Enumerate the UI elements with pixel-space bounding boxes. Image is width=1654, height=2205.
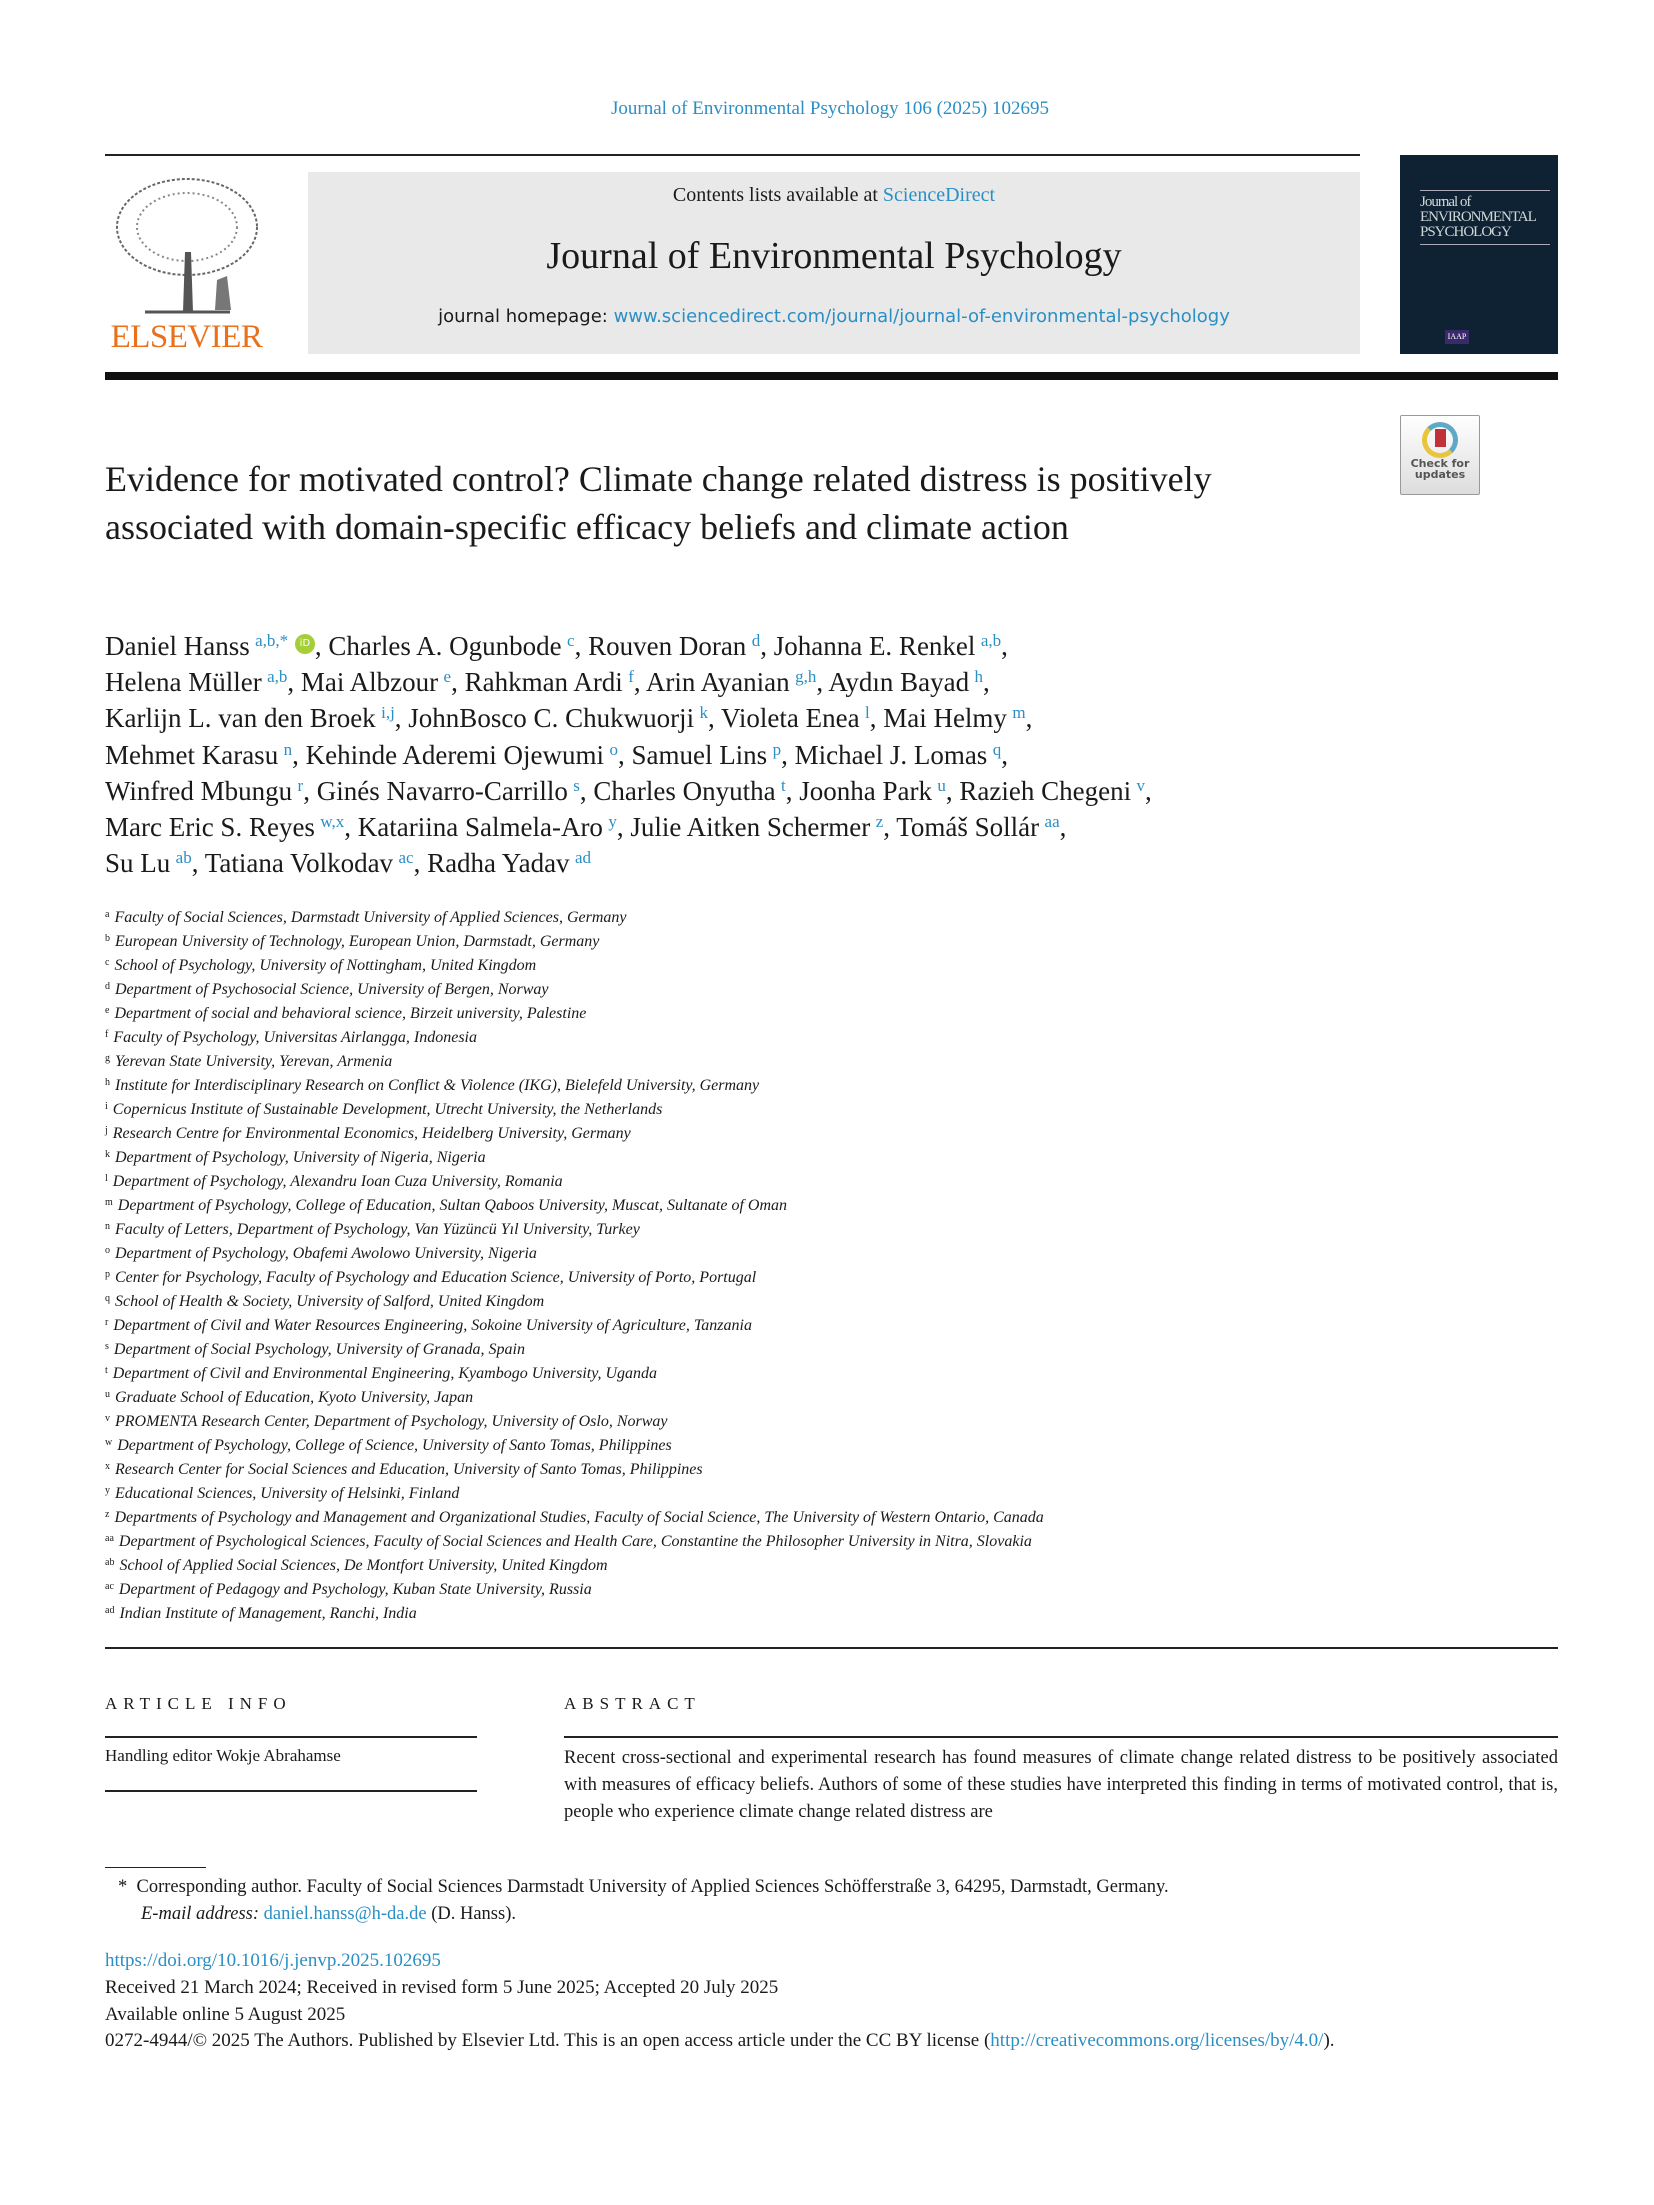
orcid-icon[interactable]: iD [295,634,315,654]
author[interactable]: Su Lu [105,848,171,879]
author-affiliation-marker[interactable]: y [608,812,617,832]
contents-prefix: Contents lists available at [672,184,883,206]
license-text: 0272-4944/© 2025 The Authors. Published by Elsevier Ltd. This is an open access article under the CC BY license ( [105,2030,991,2052]
affiliation-key: l [105,1173,108,1184]
affiliation-text: Indian Institute of Management, Ranchi, India [119,1605,417,1622]
author[interactable]: Tomáš Sollár [896,812,1040,843]
author-affiliation-marker[interactable]: o [609,739,618,759]
affiliation-text: Department of Psychology, Alexandru Ioan Cuza University, Romania [112,1173,563,1190]
author[interactable]: Rahkman Ardi [464,667,623,698]
author[interactable]: Ginés Navarro-Carrillo [316,775,568,806]
handling-editor: Handling editor Wokje Abrahamse [105,1746,341,1765]
sciencedirect-link[interactable]: ScienceDirect [882,184,996,206]
author-affiliation-marker[interactable]: n [283,739,293,759]
divider [105,1736,477,1738]
affiliation-key: ab [105,1557,115,1568]
affiliation-item [105,978,1405,1002]
affiliation-text: Department of Psychology, College of Education, Sultan Qaboos University, Muscat, Sultanate of Oman [117,1197,788,1214]
author[interactable]: Rouven Doran [588,631,747,661]
author[interactable]: Samuel Lins [631,739,768,770]
author[interactable]: Mai Albzour [300,667,439,698]
affiliation-text: Copernicus Institute of Sustainable Development, Utrecht University, the Netherlands [112,1101,663,1118]
homepage-link[interactable]: www.sciencedirect.com/journal/journal-of-environmental-psychology [613,306,1230,327]
affiliation-key: a [105,909,110,920]
author-affiliation-marker[interactable]: a,b [980,631,1002,650]
author-affiliation-marker[interactable]: w,x [320,812,345,832]
affiliation-item [105,1458,1405,1482]
author-affiliation-marker[interactable]: c [567,631,575,650]
cover-title: Journal of ENVIRONMENTAL PSYCHOLOGY [1420,190,1550,245]
author[interactable]: Helena Müller [105,667,262,698]
article-info-heading: ARTICLE INFO [105,1694,292,1713]
affiliation-text: Department of Psychology, Obafemi Awolowo University, Nigeria [115,1245,537,1262]
affiliation-key: d [105,981,110,992]
author[interactable]: Julie Aitken Schermer [630,812,871,843]
author[interactable]: Tatiana Volkodav [204,848,394,879]
affiliation-item [105,1482,1405,1506]
author-affiliation-marker[interactable]: aa [1044,812,1060,832]
footnote-divider [105,1867,206,1868]
footnote-marker: * [118,1877,128,1897]
affiliation-item [105,1386,1405,1410]
author[interactable]: Katariina Salmela-Aro [357,812,603,843]
affiliation-key: v [105,1413,110,1424]
affiliation-item [105,1578,1405,1602]
affiliation-key: r [105,1317,109,1328]
corresponding-text: Corresponding author. Faculty of Social Sciences Darmstadt University of Applied Sciences Schöfferstraße 3, 64295, Darmstadt, Germany. [136,1877,1169,1897]
affiliation-text: Department of Psychosocial Science, University of Bergen, Norway [115,981,549,998]
affiliation-item [105,1602,1405,1626]
affiliation-text: Research Center for Social Sciences and Education, University of Santo Tomas, Philippines [115,1461,703,1478]
author-affiliation-marker[interactable]: g,h [795,667,817,687]
affiliation-key: w [105,1437,113,1448]
author-affiliation-marker[interactable]: v [1136,775,1146,795]
author-affiliation-marker[interactable]: s [573,775,580,795]
affiliation-key: s [105,1341,109,1352]
affiliations-list [105,906,1405,1626]
author[interactable]: Michael J. Lomas [794,739,988,770]
affiliation-text: Institute for Interdisciplinary Research on Conflict & Violence (IKG), Bielefeld University, Germany [115,1077,760,1094]
corresponding-author-footnote [118,1874,1558,1928]
affiliation-text: Research Centre for Environmental Economics, Heidelberg University, Germany [112,1125,631,1142]
affiliation-item [105,1554,1405,1578]
affiliation-item [105,1434,1405,1458]
affiliation-key: f [105,1029,109,1040]
affiliation-text: PROMENTA Research Center, Department of Psychology, University of Oslo, Norway [115,1413,668,1430]
affiliation-item [105,1218,1405,1242]
affiliation-text: Departments of Psychology and Management and Organizational Studies, Faculty of Social Science, The University of Western Ontario, Canada [114,1509,1044,1526]
affiliation-item [105,930,1405,954]
journal-banner [308,172,1360,354]
affiliation-key: c [105,957,110,968]
affiliation-key: n [105,1221,110,1232]
license-suffix: ). [1323,2030,1335,2052]
affiliation-item [105,954,1405,978]
author[interactable]: Charles Onyutha [593,775,776,806]
email-suffix: (D. Hanss). [426,1904,516,1924]
author-affiliation-marker[interactable]: d [751,631,761,650]
author[interactable]: Razieh Chegeni [959,775,1132,806]
affiliation-text: Department of Psychological Sciences, Faculty of Social Sciences and Health Care, Constantine the Philosopher University in Nitra, Slovakia [118,1533,1032,1550]
author-affiliation-marker[interactable]: z [875,812,884,832]
license-link[interactable]: http://creativecommons.org/licenses/by/4.0/ [990,2030,1324,2052]
doi-link[interactable]: https://doi.org/10.1016/j.jenvp.2025.102695 [105,1950,441,1971]
affiliation-text: Department of Psychology, College of Science, University of Santo Tomas, Philippines [117,1437,672,1454]
author-affiliation-marker[interactable]: ad [574,848,592,868]
received-dates: Received 21 March 2024; Received in revised form 5 June 2025; Accepted 20 July 2025 [105,1976,779,1998]
affiliation-key: e [105,1005,110,1016]
author-list: Daniel Hanss $^{a,b,*}$ iD , Charles A. Ogunbode $^c$, Rouven Doran $^d$, Johanna E. Renkel $^{a,b}$, Helena Müller $^{a,b}$, Mai Albzour $^e$, Rahkman Ardi $^f$, Arin Ayanian $^{g,h}$, Aydın Bayad $^h$, Karlijn L. van den Broek $^{i,j}$, JohnBosco C. Chukwuorji $^k$, Violeta Enea $^l$, Mai Helmy $^m$, Mehmet Karasu $^n$, Kehinde Aderemi Ojewumi $^o$, Samuel Lins $^p$, Michael J. Lomas $^q$, Winfred Mbungu $^r$, Ginés Navarro-Carrillo $^s$, Charles Onyutha $^t$, Joonha Park $^u$, Razieh Chegeni $^v$, Marc Eric S. Reyes $^{w,x}$, Katariina Salmela-Aro $^y$, Julie Aitken Schermer $^z$, Tomáš Sollár $^{aa}$, Su Lu $^{ab}$, Tatiana Volkodav $^{ac}$, Radha Yadav $^{ad}$ [105,631,1152,879]
affiliation-item [105,1290,1405,1314]
affiliation-item [105,1530,1405,1554]
affiliation-text: Department of Social Psychology, University of Granada, Spain [113,1341,525,1358]
affiliation-key: ad [105,1605,115,1616]
homepage-line [308,306,1360,327]
affiliation-item [105,1338,1405,1362]
abstract-heading: ABSTRACT [564,1694,701,1713]
affiliation-item [105,1002,1405,1026]
author[interactable]: Radha Yadav [427,848,570,879]
author[interactable]: Mai Helmy [883,703,1007,734]
affiliation-key: k [105,1149,110,1160]
affiliation-item [105,1122,1405,1146]
affiliation-item [105,1074,1405,1098]
journal-reference[interactable]: Journal of Environmental Psychology 106 (2025) 102695 [610,98,1049,119]
affiliation-key: j [105,1125,108,1136]
affiliation-text: Department of Civil and Environmental Engineering, Kyambogo University, Uganda [112,1365,658,1382]
elsevier-tree-icon [105,172,268,322]
affiliation-text: Faculty of Psychology, Universitas Airlangga, Indonesia [113,1029,477,1046]
affiliation-text: European University of Technology, European Union, Darmstadt, Germany [115,933,600,950]
affiliation-text: Faculty of Letters, Department of Psychology, Van Yüzüncü Yıl University, Turkey [115,1221,640,1238]
author[interactable]: Winfred Mbungu [105,775,293,806]
affiliation-text: Department of social and behavioral science, Birzeit university, Palestine [114,1005,587,1022]
homepage-prefix: journal homepage: [438,306,614,327]
affiliation-text: School of Applied Social Sciences, De Montfort University, United Kingdom [119,1557,608,1574]
author-affiliation-marker[interactable]: ac [398,848,414,868]
affiliation-item [105,1410,1405,1434]
email-label: E-mail address: [141,1904,260,1924]
affiliation-item [105,1314,1405,1338]
affiliation-item [105,1194,1405,1218]
affiliation-item [105,1506,1405,1530]
affiliation-key: y [105,1485,110,1496]
divider [105,154,1360,156]
affiliation-key: q [105,1293,110,1304]
affiliation-key: o [105,1245,110,1256]
author-affiliation-marker[interactable]: r [297,775,304,795]
author[interactable]: Johanna E. Renkel [773,631,976,661]
affiliation-item [105,1242,1405,1266]
crossmark-label: Check for updates [1410,457,1470,481]
author[interactable]: Kehinde Aderemi Ojewumi [305,739,605,770]
divider [105,1647,1558,1649]
author[interactable]: Karlijn L. van den Broek [105,703,376,734]
affiliation-item [105,1098,1405,1122]
journal-title: Journal of Environmental Psychology [546,235,1122,277]
author-affiliation-marker[interactable]: i,j [381,703,395,723]
abstract-text: Recent cross-sectional and experimental research has found measures of climate change related distress to be positively associated with measures of efficacy beliefs. Authors of some of these studies have interpreted this finding in terms of motivated control, that is, people who experience climate change related distress are [564,1748,1558,1822]
author[interactable]: Mehmet Karasu [105,739,279,770]
iaap-badge: IAAP [1445,330,1469,344]
author-affiliation-marker[interactable]: q [992,739,1002,759]
publication-info [105,1948,1565,2055]
article-title: Evidence for motivated control? Climate change related distress is positively associated with domain-specific efficacy beliefs and climate action [105,459,1212,547]
affiliation-key: b [105,933,110,944]
affiliation-key: ac [105,1581,114,1592]
affiliation-text: Educational Sciences, University of Helsinki, Finland [115,1485,460,1502]
author-affiliation-marker[interactable]: e [443,667,452,687]
email-link[interactable]: daniel.hanss@h-da.de [263,1904,427,1924]
divider [105,1790,477,1792]
author[interactable]: Marc Eric S. Reyes [105,812,315,843]
author[interactable]: Daniel Hanss [105,631,250,661]
affiliation-text: Graduate School of Education, Kyoto University, Japan [115,1389,474,1406]
affiliation-item [105,906,1405,930]
affiliation-text: Department of Psychology, University of Nigeria, Nigeria [115,1149,486,1166]
author-affiliation-marker[interactable]: m [1012,703,1026,723]
author[interactable]: Arin Ayanian [645,667,790,698]
affiliation-text: School of Psychology, University of Nottingham, United Kingdom [114,957,537,974]
affiliation-key: h [105,1077,110,1088]
affiliation-key: i [105,1101,108,1112]
affiliation-key: u [105,1389,110,1400]
author-affiliation-marker[interactable]: t [781,775,786,795]
affiliation-text: Department of Civil and Water Resources Engineering, Sokoine University of Agriculture, Tanzania [113,1317,752,1334]
affiliation-key: z [105,1509,110,1520]
elsevier-logo: ELSEVIER [105,172,268,356]
author-affiliation-marker[interactable]: l [864,703,870,723]
affiliation-item [105,1050,1405,1074]
author[interactable]: Joonha Park [799,775,933,806]
affiliation-text: School of Health & Society, University of Salford, United Kingdom [115,1293,545,1310]
affiliation-key: g [105,1053,110,1064]
journal-cover[interactable] [1400,155,1558,354]
author-affiliation-marker[interactable]: a,b [267,667,288,687]
divider [564,1736,1558,1738]
affiliation-text: Faculty of Social Sciences, Darmstadt University of Applied Sciences, Germany [114,909,627,926]
author-affiliation-marker[interactable]: p [772,739,782,759]
affiliation-item [105,1170,1405,1194]
available-date: Available online 5 August 2025 [105,2003,346,2025]
author-affiliation-marker[interactable]: h [974,667,983,687]
affiliation-item [105,1026,1405,1050]
affiliation-key: t [105,1365,108,1376]
affiliation-text: Yerevan State University, Yerevan, Armenia [115,1053,393,1070]
affiliation-key: aa [105,1533,114,1544]
crossmark-icon [1422,422,1458,458]
author[interactable]: Violeta Enea [721,703,860,734]
affiliation-key: x [105,1461,110,1472]
affiliation-key: p [105,1269,110,1280]
author-affiliation-marker[interactable]: u [937,775,946,795]
header-bar [105,372,1558,380]
affiliation-text: Department of Pedagogy and Psychology, Kuban State University, Russia [118,1581,592,1598]
author-affiliation-marker[interactable]: k [699,703,708,723]
author-affiliation-marker[interactable]: a,b,* [255,631,289,650]
contents-line [308,184,1360,207]
author-affiliation-marker[interactable]: ab [175,848,192,868]
check-for-updates-button[interactable] [1400,415,1480,495]
author[interactable]: Charles A. Ogunbode [328,631,562,661]
affiliation-text: Center for Psychology, Faculty of Psychology and Education Science, University of Porto, Portugal [115,1269,757,1286]
affiliation-item [105,1362,1405,1386]
author[interactable]: JohnBosco C. Chukwuorji [408,703,695,734]
affiliation-item [105,1266,1405,1290]
affiliation-key: m [105,1197,113,1208]
author-affiliation-marker[interactable]: f [628,667,634,687]
affiliation-item [105,1146,1405,1170]
author[interactable]: Aydın Bayad [828,667,970,698]
